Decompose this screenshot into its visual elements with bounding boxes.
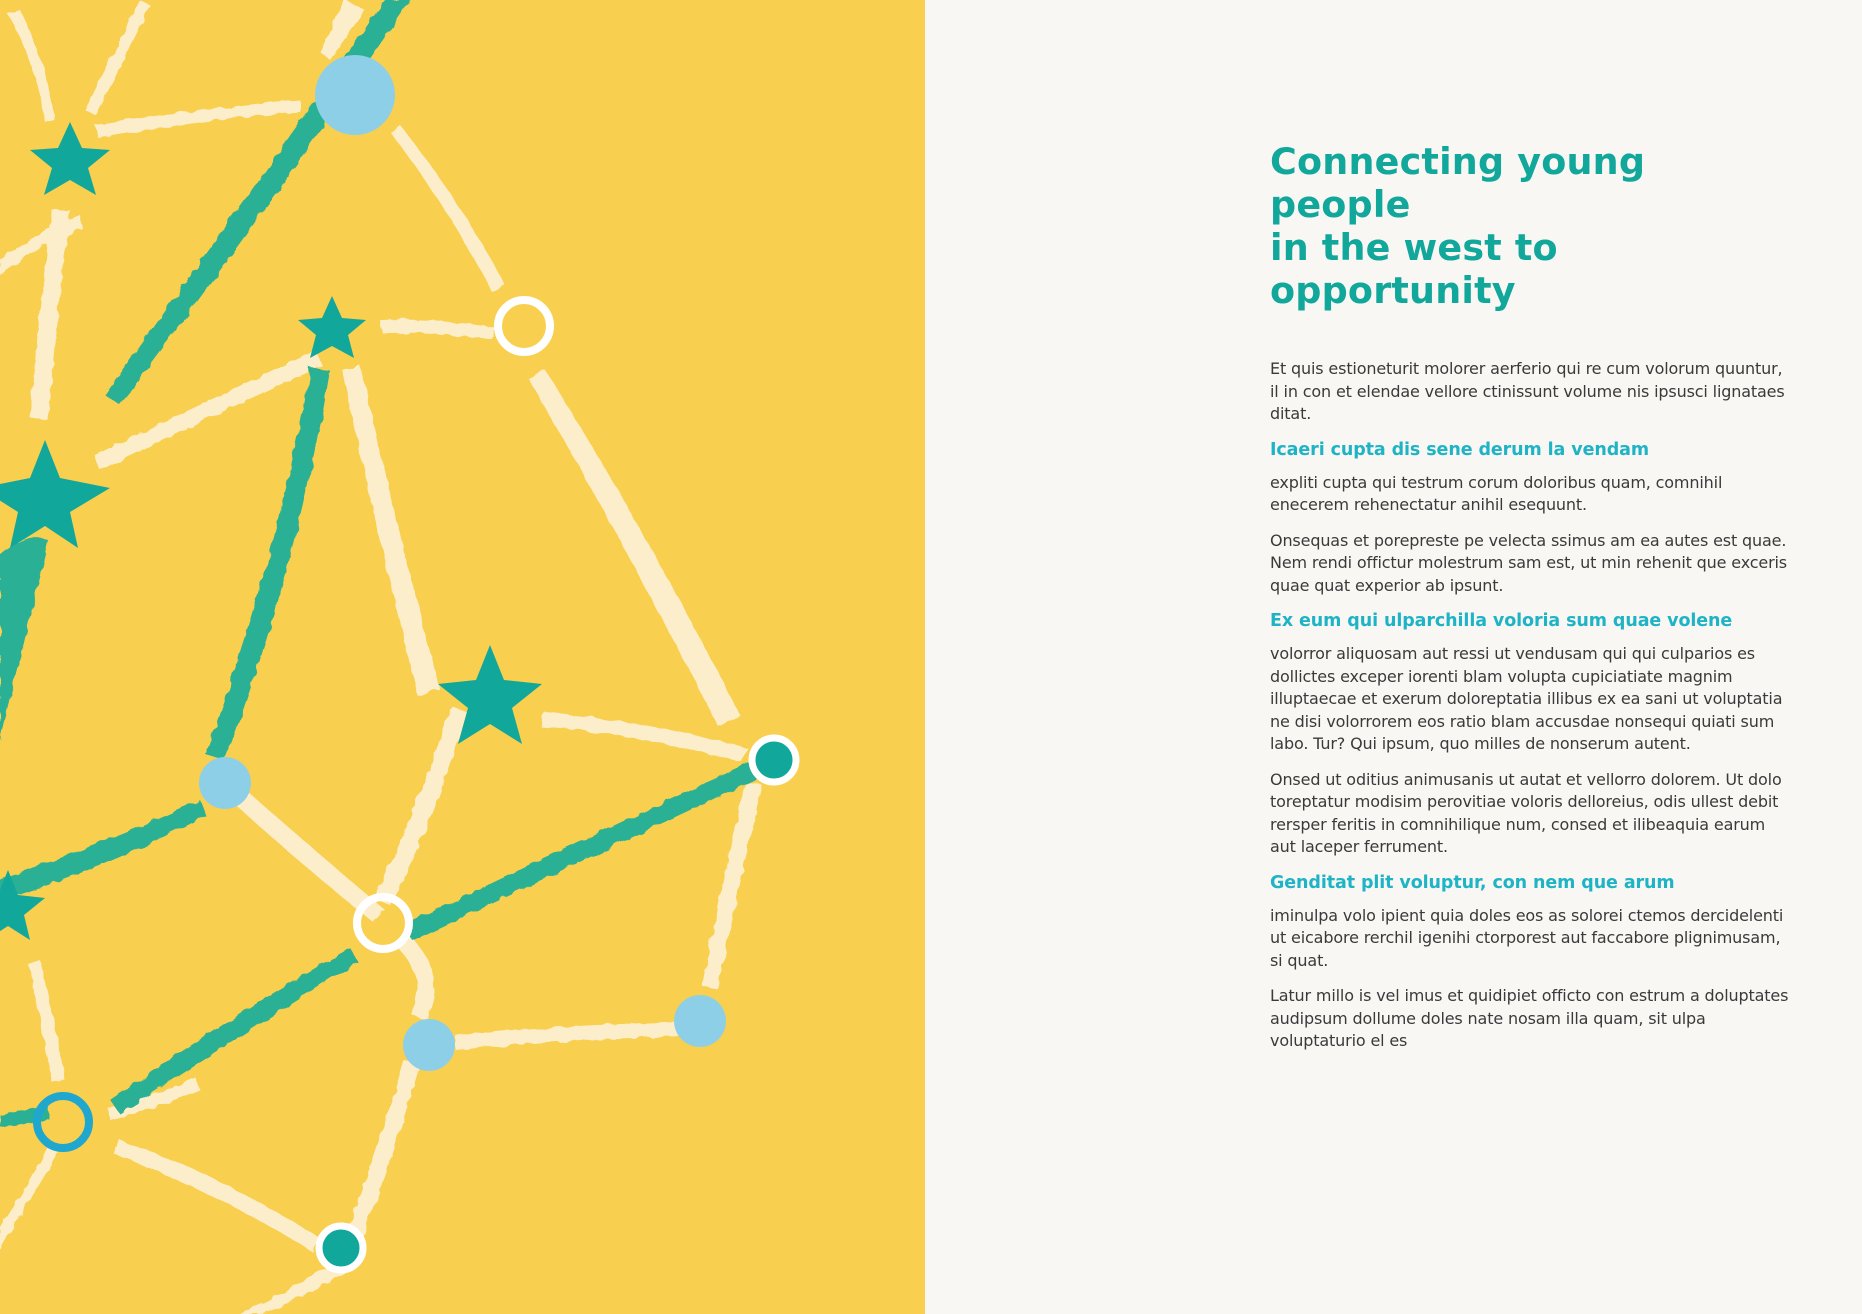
node-circle-icon: [199, 757, 251, 809]
ring-node-icon: [752, 738, 796, 782]
ring-node-icon: [319, 1226, 363, 1270]
section-2-paragraph-1: volorror aliquosam aut ressi ut vendusam qui qui culparios es dollictes exceper iorenti blam volupta cupiciatiate magnim illuptaecae et exerum doloreptatia illibus ex ea sani ut voluptatia ne disi volorrorem eos ratio blam accusdae nonsequi quiati sum labo. Tur? Qui ipsum, quo milles de nonserum autent.: [1270, 644, 1783, 753]
article-column: [1270, 140, 1790, 1066]
ring-node-icon: [37, 1096, 89, 1148]
network-graphic: [0, 0, 925, 1314]
section-1-paragraph-1: expliti cupta qui testrum corum doloribus quam, comnihil enecerem rehenectatur anihil esequunt.: [1270, 472, 1723, 514]
white-ring-nodes: [357, 300, 550, 949]
node-circle-icon: [403, 1019, 455, 1071]
section-1-paragraph-2: Onsequas et porepreste pe velecta ssimus am ea autes est quae. Nem rendi offictur molestrum sam est, ut min rehenit que exceris quae quat experior ab ipsunt.: [1270, 530, 1787, 595]
intro-paragraph: Et quis estioneturit molorer aerferio qui re cum volorum quuntur, il in con et elendae vellore ctinissunt volume nis ipsusci lignataes ditat.: [1270, 359, 1785, 423]
section-heading-1: Icaeri cupta dis sene derum la vendam: [1270, 439, 1649, 460]
section-3-paragraph-1: iminulpa volo ipient quia doles eos as solorei ctemos dercidelenti ut eicabore rerchil igenihi ctorporest aut faccabore plignimusam, si quat.: [1270, 905, 1784, 970]
section-2-paragraph-2: Onsed ut oditius animusanis ut autat et vellorro dolorem. Ut dolo toreptatur modisim perovitiae voloris delloreius, odis ullest debit rersper feritis in comnihilique num, consed et ilibeaquia earum aut laceper ferrument.: [1270, 769, 1782, 856]
teal-ring-nodes: [319, 738, 796, 1270]
page-title: [1270, 140, 1790, 312]
node-circle-icon: [315, 55, 395, 135]
star-icon: [0, 440, 110, 548]
section-3-paragraph-2: Latur millo is vel imus et quidipiet officto con estrum a doluptates audipsum dollume doles nate nosam illa quam, sit ulpa voluptaturio el es: [1270, 986, 1789, 1050]
cream-connections: [0, 0, 762, 1314]
ring-node-icon: [498, 300, 550, 352]
section-heading-3: Genditat plit voluptur, con nem que arum: [1270, 872, 1675, 893]
star-icon: [298, 296, 366, 358]
section-heading-2: Ex eum qui ulparchilla voloria sum quae volene: [1270, 611, 1733, 631]
title-line-2: in the west to opportunity: [1270, 226, 1558, 312]
title-line-1: Connecting young people: [1270, 140, 1646, 226]
network-illustration: [0, 0, 925, 1314]
ring-node-icon: [357, 897, 409, 949]
node-circle-icon: [674, 995, 726, 1047]
